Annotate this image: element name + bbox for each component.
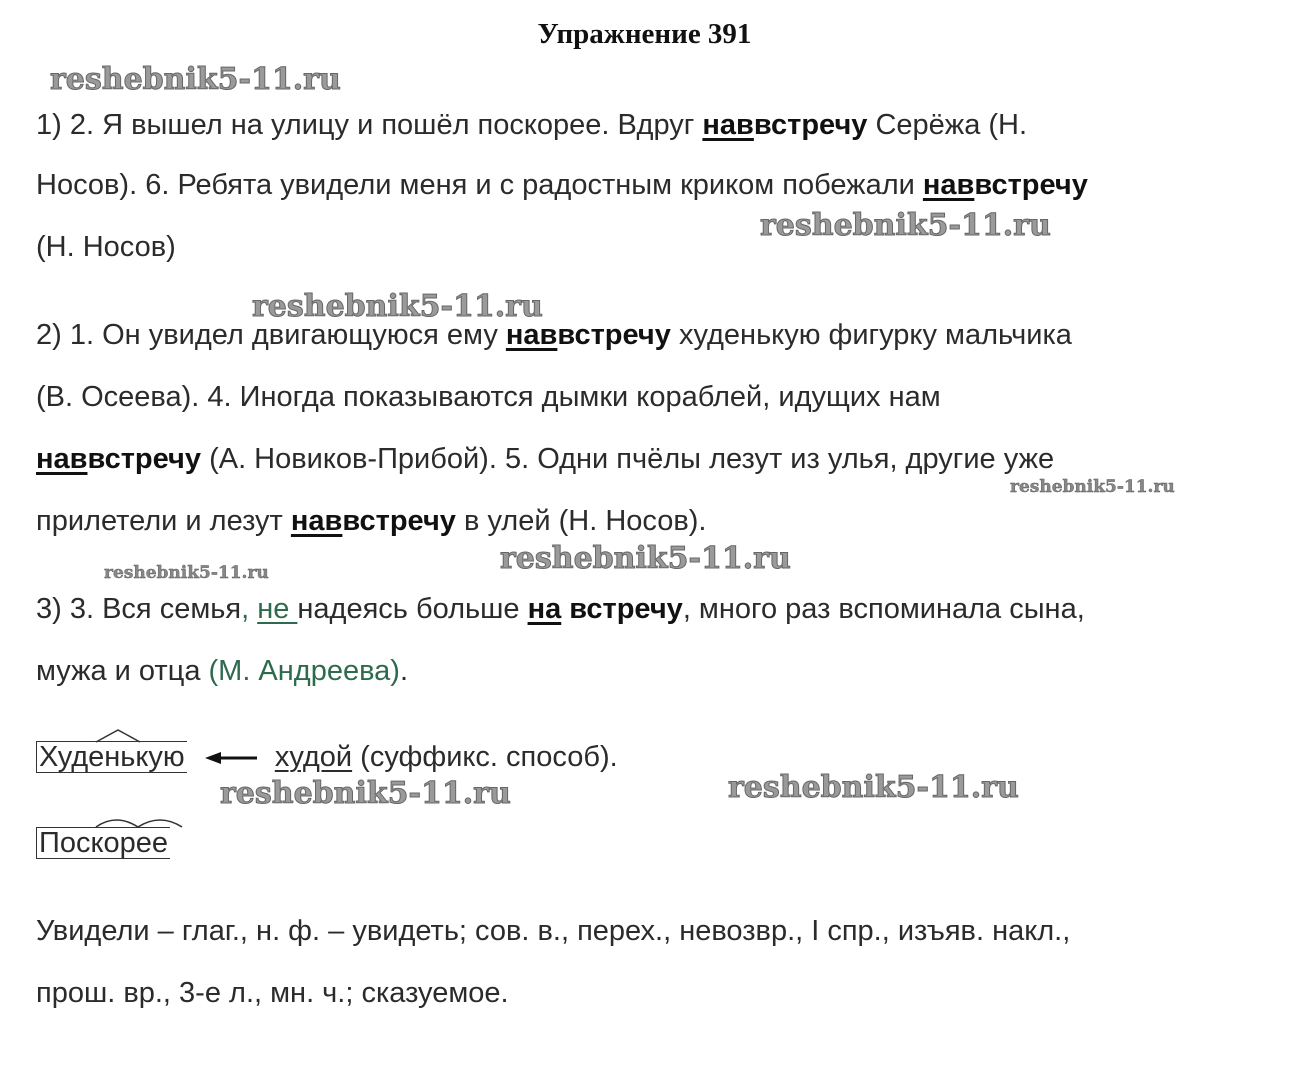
p2-line3: наввстречу (А. Новиков-Прибой). 5. Одни пчёлы лезут из улья, другие уже <box>36 443 1055 475</box>
watermark: reshebnik5-11.ru <box>760 208 1051 243</box>
morph-line2 <box>36 826 170 860</box>
root-hud: худой <box>274 741 353 773</box>
morph-line1: Худенькую худой (суффикс. способ). <box>36 740 618 774</box>
watermark: reshebnik5-11.ru <box>1010 477 1175 497</box>
p1-line2: Носов). 6. Ребята увидели меня и с радостным криком побежали наввстречу <box>36 169 1088 201</box>
word-poskoree: Поскорее <box>36 827 170 859</box>
watermark: reshebnik5-11.ru <box>220 776 511 811</box>
word-hudenkuyu: Худенькую <box>36 741 187 773</box>
p3-line2: мужа и отца (М. Андреева). <box>36 655 409 687</box>
exercise-title: Упражнение 391 <box>537 18 752 50</box>
p1-line3: (Н. Носов) <box>36 231 176 263</box>
suffix-arc-icon <box>94 728 142 744</box>
analysis-line2: прош. вр., 3-е л., мн. ч.; сказуемое. <box>36 977 509 1009</box>
watermark: reshebnik5-11.ru <box>50 62 341 97</box>
p2-line1: 2) 1. Он увидел двигающуюся ему наввстречу худенькую фигурку мальчика <box>36 319 1072 351</box>
p2-line4: прилетели и лезут наввстречу в улей (Н. Носов). <box>36 505 707 537</box>
analysis-line1: Увидели – глаг., н. ф. – увидеть; сов. в., перех., невозвр., I спр., изъяв. накл., <box>36 915 1071 947</box>
suffix-arc-icon <box>94 813 184 829</box>
watermark: reshebnik5-11.ru <box>728 770 1019 805</box>
watermark: reshebnik5-11.ru <box>252 289 543 324</box>
watermark: reshebnik5-11.ru <box>500 541 791 576</box>
arrow-left-icon <box>205 750 257 766</box>
p1-line1: 1) 2. Я вышел на улицу и пошёл поскорее. Вдруг наввстречу Серёжа (Н. <box>36 109 1028 141</box>
watermark: reshebnik5-11.ru <box>104 563 269 583</box>
p2-line2: (В. Осеева). 4. Иногда показываются дымки кораблей, идущих нам <box>36 381 941 413</box>
p3-line1: 3) 3. Вся семья, не надеясь больше на встречу, много раз вспоминала сына, <box>36 593 1085 625</box>
